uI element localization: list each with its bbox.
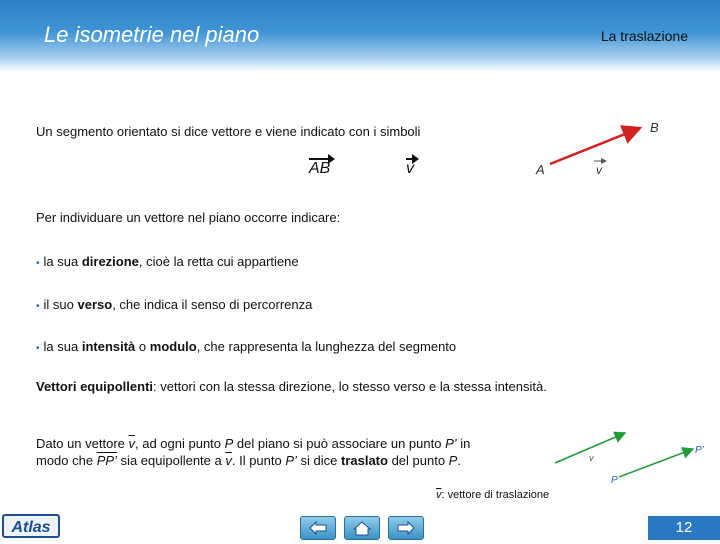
next-button[interactable] bbox=[388, 516, 424, 540]
page-title: Le isometrie nel piano bbox=[44, 22, 260, 47]
translation-figure bbox=[545, 425, 715, 490]
arrow-right-icon bbox=[389, 517, 423, 539]
need-text: Per individuare un vettore nel piano occorre indicare: bbox=[36, 210, 341, 225]
label-p: P bbox=[611, 475, 618, 486]
atlas-logo: Atlas bbox=[2, 514, 60, 538]
label-a: A bbox=[536, 162, 545, 177]
intro-text: Un segmento orientato si dice vettore e viene indicato con i simboli bbox=[36, 124, 421, 139]
bullet-intensita: • la sua intensità o modulo, che rappresenta la lunghezza del segmento bbox=[36, 339, 457, 354]
dato-line-2: modo che PP’ sia equipollente a $\overline{v}$. Il punto P’ si dice traslato del punto P. bbox=[36, 453, 461, 468]
arrow-left-icon bbox=[301, 517, 335, 539]
vector-ab-arrow bbox=[550, 128, 640, 164]
prev-button[interactable] bbox=[300, 516, 336, 540]
home-icon bbox=[345, 517, 379, 539]
label-v: v bbox=[589, 453, 594, 463]
vector-bar-icon bbox=[309, 158, 330, 160]
arrow-head-icon bbox=[412, 154, 419, 164]
symbol-v-label: v bbox=[406, 160, 414, 177]
symbol-v bbox=[406, 160, 414, 178]
bullet-icon: • bbox=[36, 258, 40, 269]
header-bar bbox=[0, 0, 720, 72]
page-number: 12 bbox=[648, 516, 720, 540]
bullet-icon: • bbox=[36, 343, 40, 354]
label-b: B bbox=[650, 120, 659, 135]
section-title: La traslazione bbox=[600, 28, 688, 44]
arrow-head-icon bbox=[328, 154, 335, 164]
equipollenti-definition: Vettori equipollenti: vettori con la stessa direzione, lo stesso verso e la stessa intensità. bbox=[36, 379, 547, 394]
vector-caption: $\overline{v}$: vettore di traslazione bbox=[436, 489, 550, 501]
symbol-ab bbox=[309, 160, 330, 178]
bullet-direzione: • la sua direzione, cioè la retta cui appartiene bbox=[36, 254, 299, 269]
label-v: v bbox=[596, 163, 602, 177]
bullet-verso: • il suo verso, che indica il senso di percorrenza bbox=[36, 297, 313, 312]
dato-line-1: Dato un vettore $\overline{v}$, ad ogni punto P del piano si può associare un punto P’ in bbox=[36, 436, 471, 451]
vector-pp-arrow bbox=[619, 449, 693, 477]
home-button[interactable] bbox=[344, 516, 380, 540]
symbol-ab-label: AB bbox=[309, 160, 331, 177]
label-pp: P’ bbox=[695, 445, 704, 456]
bullet-icon: • bbox=[36, 301, 40, 312]
vector-figure bbox=[520, 110, 680, 180]
